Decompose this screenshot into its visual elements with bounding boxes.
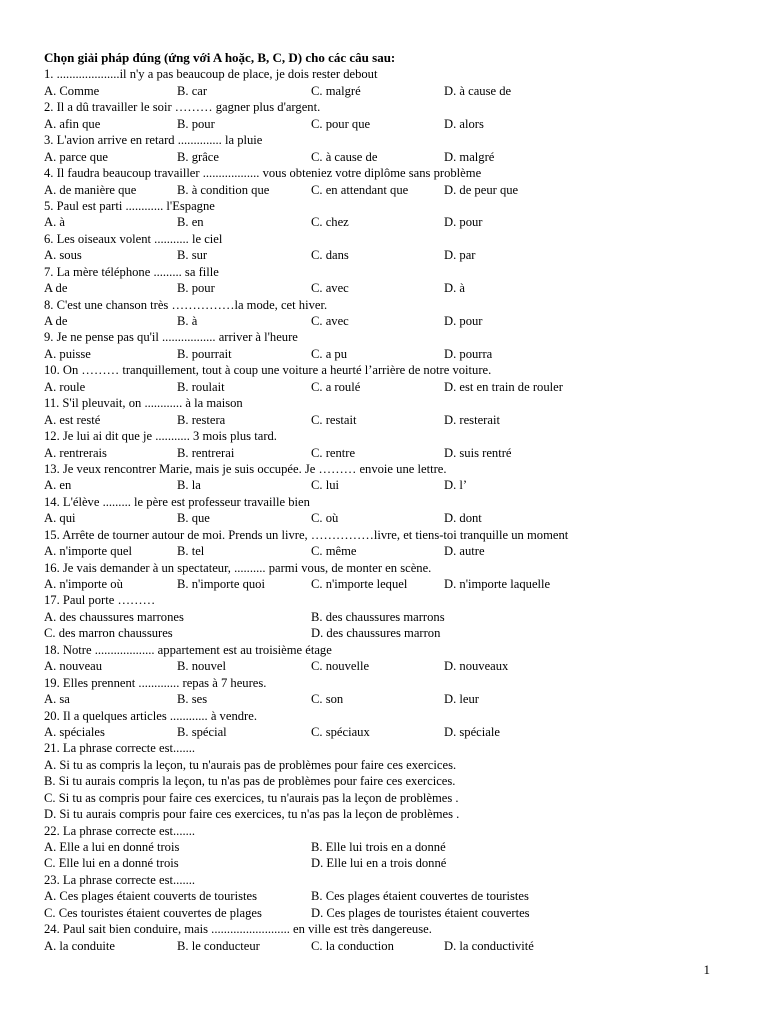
answer-option: A. parce que — [44, 149, 108, 164]
answer-option: C. Elle lui en a donné trois — [44, 856, 179, 871]
answer-option: C. même — [311, 544, 357, 559]
answer-option: B. n'importe quoi — [177, 577, 265, 591]
answer-option: A. nouveau — [44, 659, 103, 674]
answer-option: A. spéciales — [44, 724, 105, 739]
answer-option: B. nouvel — [177, 659, 226, 674]
answer-option: C. rentre — [311, 445, 356, 460]
answer-options-row — [44, 149, 744, 165]
answer-option: C. avec — [311, 314, 349, 328]
answer-option: A. puisse — [44, 346, 91, 361]
answer-options-row — [44, 445, 744, 461]
answer-option: D. spéciale — [444, 724, 500, 739]
answer-option: A. à — [44, 215, 65, 230]
answer-option: B. grâce — [177, 149, 219, 164]
answer-options-row — [44, 905, 744, 921]
answer-option: C. son — [311, 692, 344, 707]
answer-option: D. nouveaux — [444, 659, 509, 674]
question-text: 11. S'il pleuvait, on ............ à la maison — [44, 396, 243, 411]
answer-options-row — [44, 477, 744, 493]
answer-options-row — [44, 313, 744, 329]
answer-option: B. tel — [177, 544, 205, 559]
answer-options-row — [44, 247, 744, 263]
answer-option: C. Ces touristes étaient couvertes de plages — [44, 905, 262, 920]
answer-option: D. des chaussures marron — [311, 626, 441, 641]
question-text: 16. Je vais demander à un spectateur, .......... parmi vous, de monter en scène. — [44, 560, 432, 575]
question-text: 3. L'avion arrive en retard .............. la pluie — [44, 133, 263, 148]
answer-option: A. des chaussures marrones — [44, 609, 184, 624]
answer-option: C. Si tu as compris pour faire ces exercices, tu n'aurais pas la leçon de problèmes . — [44, 790, 459, 805]
answer-options-row — [44, 346, 744, 362]
answer-option: D. à — [444, 281, 465, 296]
answer-options-row — [44, 412, 744, 428]
answer-option: B. pourrait — [177, 346, 232, 361]
question-text: 21. La phrase correcte est....... — [44, 741, 196, 756]
answer-option: A. n'importe où — [44, 577, 123, 591]
question-text: 23. La phrase correcte est....... — [44, 872, 196, 887]
exercise-content — [44, 50, 744, 954]
answer-options-row — [44, 182, 744, 198]
question-text: 15. Arrête de tourner autour de moi. Prends un livre, ……………livre, et tiens-toi tranquille un moment — [44, 527, 569, 542]
answer-option: D. par — [444, 248, 476, 263]
answer-option: D. alors — [444, 116, 484, 131]
answer-option: B. roulait — [177, 379, 225, 394]
answer-option: D. Ces plages de touristes étaient couvertes — [311, 905, 530, 920]
answer-option: D. suis rentré — [444, 445, 512, 460]
answer-option: B. pour — [177, 281, 215, 296]
answer-options-row — [44, 658, 744, 674]
answer-option: C. restait — [311, 412, 357, 427]
answer-option: A. n'importe quel — [44, 544, 132, 559]
answer-option: D. pour — [444, 314, 483, 328]
answer-option: B. à — [177, 314, 198, 328]
question-text: 8. C'est une chanson très ……………la mode, cet hiver. — [44, 297, 328, 312]
answer-options-row — [44, 888, 744, 904]
answer-options-row — [44, 280, 744, 296]
answer-options-row — [44, 379, 744, 395]
answer-option: B. en — [177, 215, 204, 230]
answer-option: C. où — [311, 511, 339, 526]
question-text: 20. Il a quelques articles ............ à vendre. — [44, 708, 257, 723]
answer-option: D. l’ — [444, 478, 468, 493]
question-text: 17. Paul porte ……… — [44, 593, 156, 608]
question-text: 4. Il faudra beaucoup travailler .................. vous obteniez votre diplôme sans problème — [44, 166, 482, 181]
question-text: 14. L'élève ......... le père est professeur travaille bien — [44, 494, 310, 509]
answer-option: A. Elle a lui en donné trois — [44, 840, 180, 854]
answer-option: B. spécial — [177, 724, 227, 739]
answer-option: C. pour que — [311, 116, 371, 131]
answer-option: D. Si tu aurais compris pour faire ces exercices, tu n'as pas la leçon de problèmes . — [44, 807, 460, 822]
answer-option: C. dans — [311, 248, 349, 263]
answer-option: A. est resté — [44, 412, 101, 427]
answer-option: D. malgré — [444, 149, 495, 164]
answer-option: B. Si tu aurais compris la leçon, tu n'as pas de problèmes pour faire ces exercices. — [44, 774, 456, 789]
answer-options-row — [44, 839, 744, 855]
answer-option: A de — [44, 281, 68, 296]
answer-option: B. Elle lui trois en a donné — [311, 840, 446, 854]
answer-option: A. la conduite — [44, 938, 115, 953]
question-text: 13. Je veux rencontrer Marie, mais je suis occupée. Je ……… envoie une lettre. — [44, 461, 447, 476]
answer-option: D. à cause de — [444, 83, 512, 98]
answer-option: D. pourra — [444, 346, 493, 361]
answer-option: B. car — [177, 83, 208, 98]
answer-option: D. leur — [444, 692, 479, 707]
exercise-heading: Chọn giải pháp đúng (ứng với A hoặc, B, C, D) cho các câu sau: — [44, 50, 396, 65]
answer-option: D. resterait — [444, 412, 500, 427]
answer-option: B. sur — [177, 248, 208, 263]
question-text: 9. Je ne pense pas qu'il ................. arriver à l'heure — [44, 330, 298, 345]
question-text: 5. Paul est parti ............ l'Espagne — [44, 198, 215, 213]
question-text: 24. Paul sait bien conduire, mais ......................... en ville est très dangereuse. — [44, 922, 432, 937]
answer-option: D. de peur que — [444, 182, 519, 197]
answer-option: C. la conduction — [311, 938, 394, 953]
question-text: 19. Elles prennent ............. repas à 7 heures. — [44, 675, 267, 690]
answer-option: D. autre — [444, 544, 485, 559]
answer-options-row — [44, 510, 744, 526]
answer-option: C. lui — [311, 478, 339, 493]
answer-options-row — [44, 543, 744, 559]
answer-option: A. sous — [44, 248, 82, 263]
answer-option: C. avec — [311, 281, 349, 296]
answer-option: A. qui — [44, 511, 76, 526]
question-text: 1. ....................il n'y a pas beaucoup de place, je dois rester debout — [44, 67, 378, 82]
answer-option: A. en — [44, 478, 72, 493]
answer-option: C. malgré — [311, 83, 361, 98]
answer-option: B. Ces plages étaient couvertes de touristes — [311, 889, 529, 904]
page-number: 1 — [703, 962, 710, 977]
answer-option: B. rentrerai — [177, 445, 235, 460]
answer-options-row — [44, 625, 744, 641]
answer-option: A. Si tu as compris la leçon, tu n'aurais pas de problèmes pour faire ces exercices. — [44, 757, 457, 772]
answer-option: A. afin que — [44, 116, 101, 131]
question-text: 7. La mère téléphone ......... sa fille — [44, 264, 219, 279]
answer-option: D. n'importe laquelle — [444, 577, 551, 591]
answer-option: C. spéciaux — [311, 724, 370, 739]
answer-option: D. dont — [444, 511, 482, 526]
answer-option: D. pour — [444, 215, 483, 230]
answer-option: A. rentrerais — [44, 445, 107, 460]
answer-options-row — [44, 609, 744, 625]
answer-option: C. a pu — [311, 346, 348, 361]
answer-option: D. est en train de rouler — [444, 379, 563, 394]
answer-option: A. roule — [44, 379, 86, 394]
answer-option: A. Comme — [44, 83, 100, 98]
answer-options-row — [44, 938, 744, 954]
answer-option: C. des marron chaussures — [44, 626, 173, 641]
answer-option: C. chez — [311, 215, 349, 230]
answer-option: C. à cause de — [311, 149, 378, 164]
answer-option: B. la — [177, 478, 201, 493]
answer-options-row — [44, 116, 744, 132]
question-text: 6. Les oiseaux volent ........... le ciel — [44, 231, 223, 246]
answer-option: C. a roulé — [311, 379, 361, 394]
answer-option: B. des chaussures marrons — [311, 609, 445, 624]
answer-option: C. nouvelle — [311, 659, 370, 674]
answer-option: B. le conducteur — [177, 938, 260, 953]
answer-option: B. pour — [177, 116, 215, 131]
question-text: 12. Je lui ai dit que je ........... 3 mois plus tard. — [44, 429, 277, 444]
answer-option: A de — [44, 314, 68, 328]
answer-option: D. la conductivité — [444, 938, 534, 953]
answer-option: B. ses — [177, 692, 208, 707]
answer-options-row — [44, 724, 744, 740]
question-text: 10. On ……… tranquillement, tout à coup une voiture a heurté l’arrière de notre voiture. — [44, 363, 492, 378]
question-text: 18. Notre ................... appartement est au troisième étage — [44, 642, 332, 657]
question-text: 2. Il a dû travailler le soir ……… gagner plus d'argent. — [44, 100, 321, 115]
answer-option: A. sa — [44, 692, 70, 707]
answer-option: A. de manière que — [44, 182, 137, 197]
answer-option: D. Elle lui en a trois donné — [311, 856, 447, 871]
answer-options-row — [44, 691, 744, 707]
answer-option: B. restera — [177, 412, 226, 427]
answer-options-row — [44, 83, 744, 99]
question-text: 22. La phrase correcte est....... — [44, 823, 196, 838]
answer-option: C. en attendant que — [311, 182, 409, 197]
answer-option: B. à condition que — [177, 182, 270, 197]
question-list — [44, 66, 744, 954]
answer-option: B. que — [177, 511, 210, 526]
answer-options-row — [44, 576, 744, 592]
answer-options-row — [44, 855, 744, 871]
answer-option: A. Ces plages étaient couverts de touristes — [44, 889, 257, 904]
answer-options-row — [44, 214, 744, 230]
answer-option: C. n'importe lequel — [311, 577, 408, 591]
